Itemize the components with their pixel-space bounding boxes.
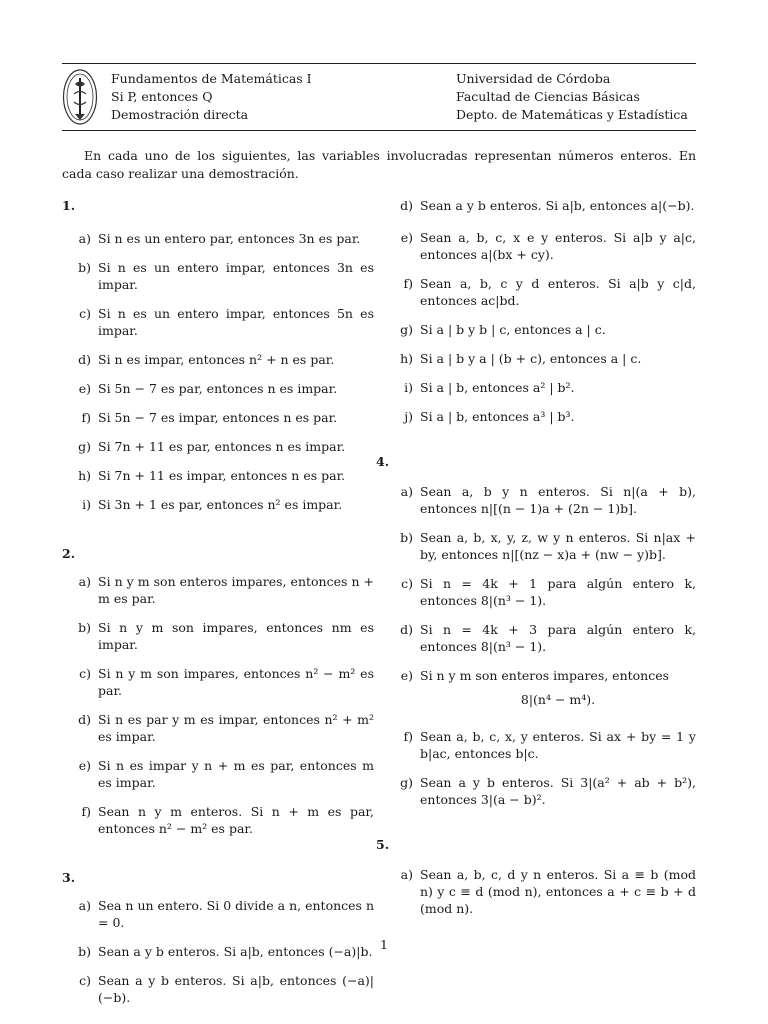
exercise-item: c) Sean a y b enteros. Si a|b, entonces (−a)|(−b).: [79, 973, 374, 1005]
exercise-item: e) Sean a, b, c, x e y enteros. Si a|b y a|c, entonces a|(bx + cy).: [400, 230, 696, 262]
exercise-item: a) Si n es un entero par, entonces 3n es par.: [78, 231, 361, 246]
exercise-item: g) Si a | b y b | c, entonces a | c.: [400, 322, 606, 337]
exercise-item: j) Si a | b, entonces a³ | b³.: [404, 409, 575, 424]
section-number: 5.: [376, 837, 390, 852]
course-subtopic: Demostración directa: [111, 107, 249, 122]
exercise-item: c) Si n es un entero impar, entonces 5n es impar.: [79, 306, 374, 338]
exercise-item: b) Si n y m son impares, entonces nm es impar.: [78, 620, 374, 652]
exercise-section-4: [376, 453, 696, 808]
exercise-item: f) Si 5n − 7 es impar, entonces n es par.: [81, 410, 338, 425]
department-name: Depto. de Matemáticas y Estadística: [456, 107, 688, 122]
exercise-item: c) Si n y m son impares, entonces n² − m² es par.: [79, 666, 374, 698]
exercise-item: f) Sean n y m enteros. Si n + m es par, entonces n² − m² es par.: [81, 804, 374, 836]
exercise-item: g) Si 7n + 11 es par, entonces n es impar.: [78, 439, 346, 454]
section-number: 1.: [62, 198, 76, 213]
header-top-rule: [62, 63, 696, 64]
section-number: 4.: [376, 454, 390, 469]
exercise-item: g) Sean a y b enteros. Si 3|(a² + ab + b²), entonces 3|(a − b)².: [400, 775, 696, 807]
right-column: [376, 197, 696, 917]
exercise-item: f) Sean a, b, c, x, y enteros. Si ax + by = 1 y b|ac, entonces b|c.: [403, 729, 696, 761]
exercise-item: e) Si n es impar y n + m es par, entonces m es impar.: [78, 758, 374, 790]
exercise-item: h) Si a | b y a | (b + c), entonces a | c.: [400, 351, 642, 366]
page-number: 1: [380, 937, 388, 952]
header-bottom-rule: [62, 130, 696, 131]
exercise-item: h) Si 7n + 11 es impar, entonces n es par.: [78, 468, 346, 483]
exercise-section-3-continued: [384, 197, 696, 425]
exercise-item: d) Si n es par y m es impar, entonces n² + m² es impar.: [78, 712, 374, 744]
course-title: Fundamentos de Matemáticas I: [111, 71, 312, 86]
exercise-item: i) Si a | b, entonces a² | b².: [404, 380, 575, 395]
exercise-item: e) Si n y m son enteros impares, entonces 8|(n⁴ − m⁴).: [384, 667, 696, 708]
university-name: Universidad de Córdoba: [456, 71, 611, 86]
display-formula: 8|(n⁴ − m⁴).: [520, 692, 596, 707]
course-topic: Si P, entonces Q: [111, 89, 213, 104]
exercise-item: f) Sean a, b, c y d enteros. Si a|b y c|d, entonces ac|bd.: [403, 276, 696, 308]
exercise-item: b) Sean a y b enteros. Si a|b, entonces (−a)|b.: [78, 944, 373, 959]
exercise-item: b) Si n es un entero impar, entonces 3n es impar.: [78, 260, 374, 292]
exercise-item: i) Si 3n + 1 es par, entonces n² es impar.: [82, 497, 343, 512]
university-seal-logo: [62, 68, 98, 126]
exercise-item: e) Si 5n − 7 es par, entonces n es impar.: [78, 381, 338, 396]
course-info: [111, 70, 312, 124]
left-column: [62, 197, 374, 1006]
exercise-section-2: [62, 545, 374, 837]
exercise-item: c) Si n = 4k + 1 para algún entero k, entonces 8|(n³ − 1).: [401, 576, 696, 608]
instructions-paragraph: En cada uno de los siguientes, las variables involucradas representan números enteros. En cada caso realizar una demostración.: [62, 148, 696, 181]
exercise-item: a) Sean a, b, c, d y n enteros. Si a ≡ b (mod n) y c ≡ d (mod n), entonces a + c ≡ b + d (mod n).: [400, 867, 696, 916]
exercise-item: d) Sean a y b enteros. Si a|b, entonces a|(−b).: [400, 198, 695, 213]
section-number: 2.: [62, 546, 76, 561]
exercise-item: a) Sean a, b y n enteros. Si n|(a + b), entonces n|[(n − 1)a + (2n − 1)b].: [400, 484, 696, 516]
exercise-section-1: [62, 197, 374, 513]
exercise-section-5: [376, 836, 696, 917]
exercise-item: d) Si n = 4k + 3 para algún entero k, entonces 8|(n³ − 1).: [400, 622, 696, 654]
section-number: 3.: [62, 870, 76, 885]
faculty-name: Facultad de Ciencias Básicas: [456, 89, 640, 104]
exercise-item: a) Sea n un entero. Si 0 divide a n, entonces n = 0.: [78, 898, 374, 930]
exercise-item: b) Sean a, b, x, y, z, w y n enteros. Si n|ax + by, entonces n|[(nz − x)a + (nw − y)b].: [400, 530, 696, 562]
exercise-item: d) Si n es impar, entonces n² + n es par.: [78, 352, 335, 367]
institution-info: [456, 70, 688, 124]
exercise-item: a) Si n y m son enteros impares, entonces n + m es par.: [78, 574, 374, 606]
